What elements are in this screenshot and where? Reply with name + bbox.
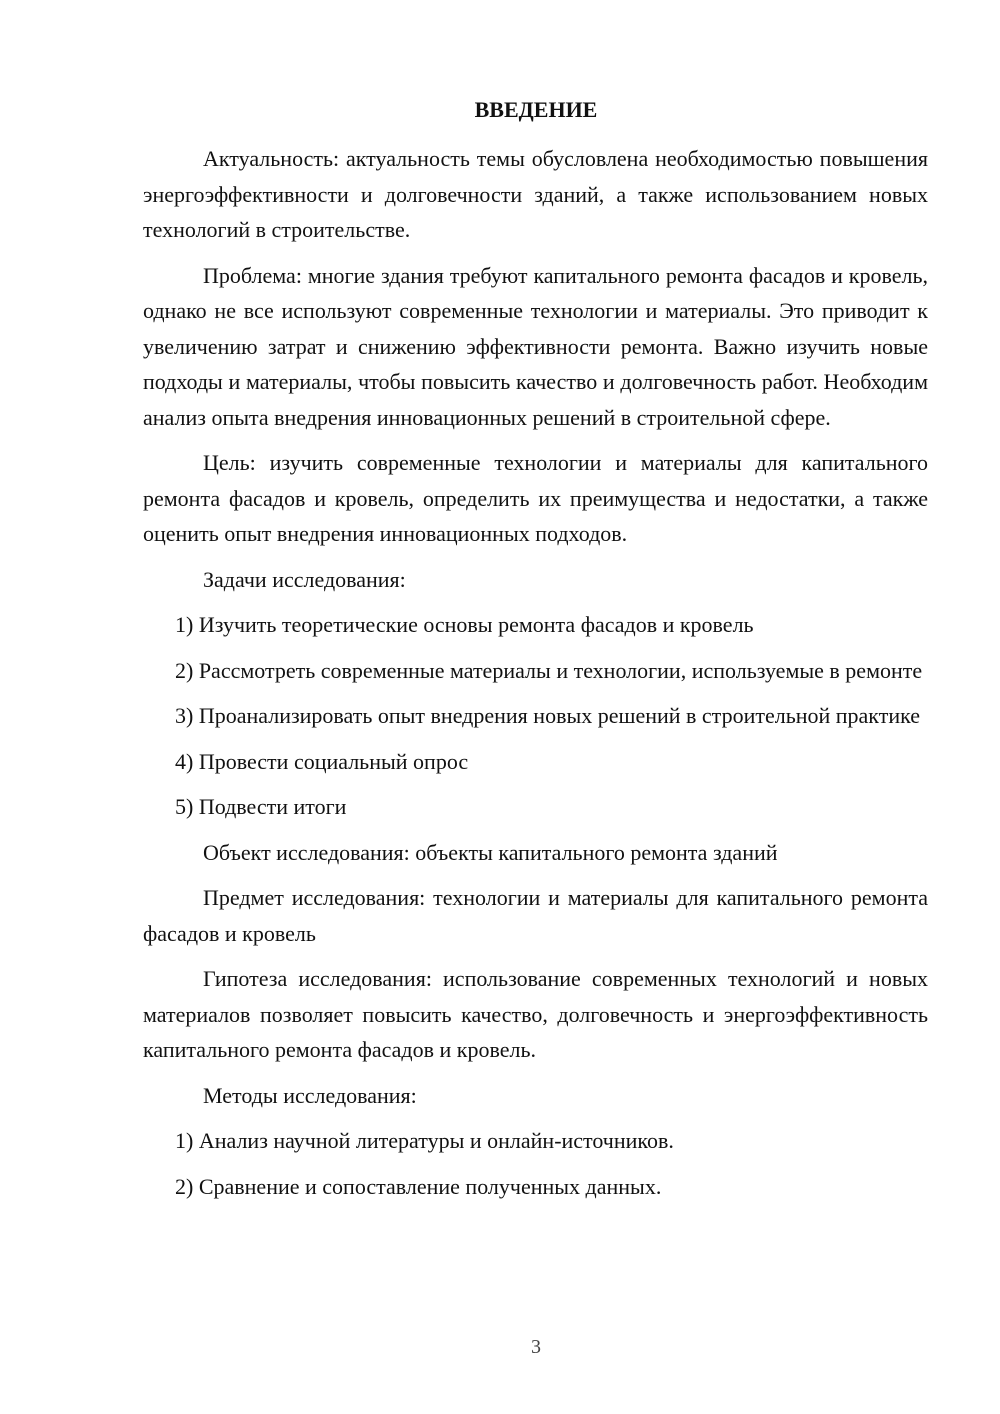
page-number: 3	[531, 1336, 541, 1358]
section-title: ВВЕДЕНИЕ	[474, 97, 598, 122]
paragraph-relevance: Актуальность: актуальность темы обусловлена необходимостью повышения энергоэффективности и долговечности зданий, а также использованием новых технологий в строительстве.	[143, 146, 928, 242]
paragraph-problem: Проблема: многие здания требуют капитального ремонта фасадов и кровель, однако не все используют современные технологии и материалы. Это приводит к увеличению затрат и снижению эффективности ремонта. Важно изучить новые подходы и материалы, чтобы повысить качество и долговечность работ. Необходим анализ опыта внедрения инновационных решений в строительной сфере.	[143, 262, 928, 430]
methods-heading: Методы исследования:	[203, 1082, 417, 1108]
paragraph-hypothesis: Гипотеза исследования: использование современных технологий и новых материалов позволяет повысить качество, долговечность и энергоэффективность капитального ремонта фасадов и кровель.	[143, 966, 928, 1062]
task-item: 2) Рассмотреть современные материалы и технологии, используемые в ремонте	[175, 657, 923, 683]
task-item: 3) Проанализировать опыт внедрения новых решений в строительной практике	[175, 703, 921, 728]
document-body	[143, 141, 928, 1214]
task-item: 4) Провести социальный опрос	[175, 748, 469, 774]
task-item: 5) Подвести итоги	[175, 794, 347, 819]
method-item: 1) Анализ научной литературы и онлайн-источников.	[175, 1128, 674, 1153]
tasks-heading: Задачи исследования:	[203, 566, 406, 592]
paragraph-object: Объект исследования: объекты капитального ремонта зданий	[203, 839, 778, 865]
paragraph-goal: Цель: изучить современные технологии и материалы для капитального ремонта фасадов и кровель, определить их преимущества и недостатки, а также оценить опыт внедрения инновационных подходов.	[143, 450, 928, 546]
method-item: 2) Сравнение и сопоставление полученных данных.	[175, 1173, 662, 1199]
paragraph-subject: Предмет исследования: технологии и материалы для капитального ремонта фасадов и кровель	[143, 885, 928, 946]
task-item: 1) Изучить теоретические основы ремонта фасадов и кровель	[175, 612, 754, 637]
